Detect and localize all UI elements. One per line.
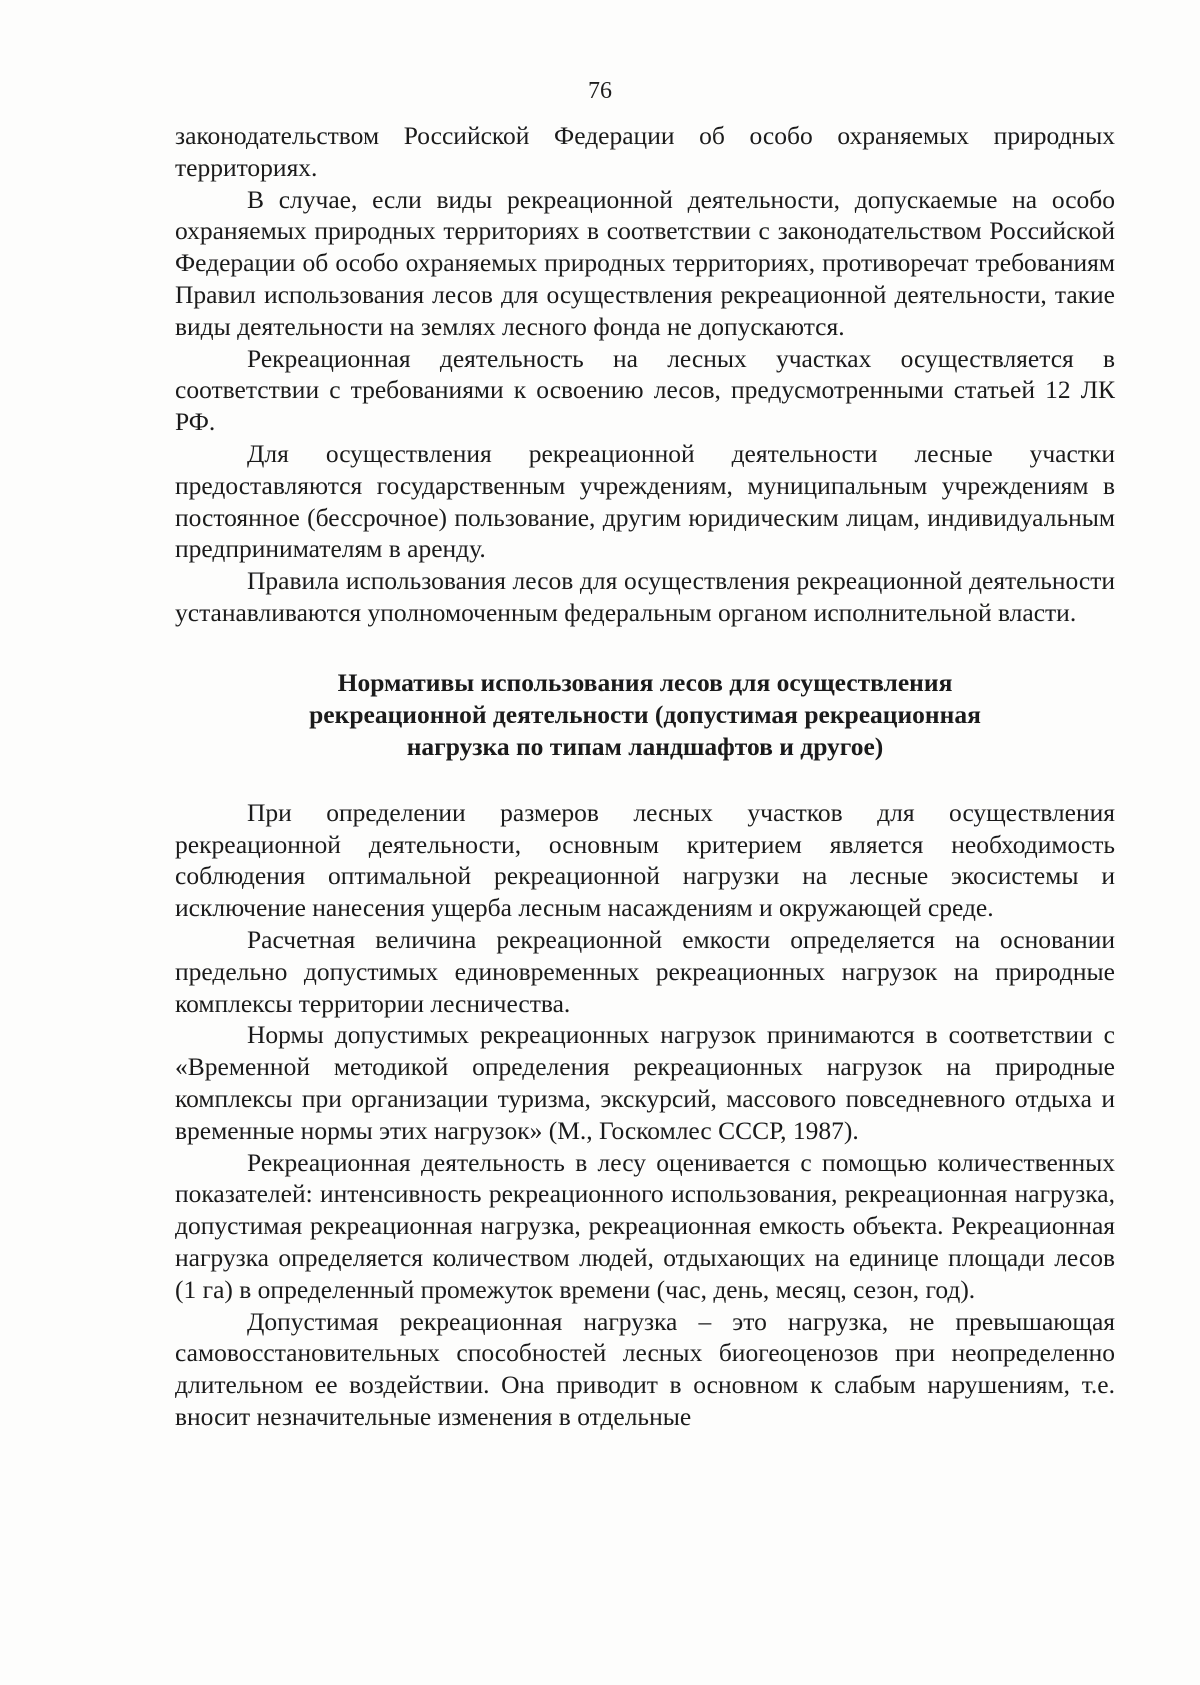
- paragraph: Для осуществления рекреационной деятельности лесные участки предоставляются государственным учреждениям, муниципальным учреждениям в постоянное (бессрочное) пользование, другим юридическим лицам, индивидуальным предпринимателям в аренду.: [175, 438, 1115, 564]
- section-heading-line: нагрузка по типам ландшафтов и другое): [406, 731, 884, 761]
- paragraph: При определении размеров лесных участков для осуществления рекреационной деятельности, основным критерием является необходимость соблюдения оптимальной рекреационной нагрузки на лесные экосистемы и исключение нанесения ущерба лесным насаждениям и окружающей среде.: [175, 797, 1115, 923]
- page-number: 76: [588, 78, 612, 104]
- document-body: [175, 120, 1115, 1433]
- paragraph: Правила использования лесов для осуществления рекреационной деятельности устанавливаются уполномоченным федеральным органом исполнительной власти.: [175, 566, 1115, 627]
- paragraph: Рекреационная деятельность в лесу оценивается с помощью количественных показателей: интенсивность рекреационного использования, рекреационная нагрузка, допустимая рекреационная нагрузка, рекреационная емкость объекта. Рекреационная нагрузка определяется количеством людей, отдыхающих на единице площади лесов (1 га) в определенный промежуток времени (час, день, месяц, сезон, год).: [175, 1147, 1115, 1304]
- paragraph: Расчетная величина рекреационной емкости определяется на основании предельно допустимых единовременных рекреационных нагрузок на природные комплексы территории лесничества.: [175, 924, 1115, 1018]
- paragraph: Рекреационная деятельность на лесных участках осуществляется в соответствии с требованиями к освоению лесов, предусмотренными статьей 12 ЛК РФ.: [175, 343, 1115, 437]
- section-heading-line: рекреационной деятельности (допустимая рекреационная: [309, 699, 981, 729]
- paragraph: В случае, если виды рекреационной деятельности, допускаемые на особо охраняемых природных территориях в соответствии с законодательством Российской Федерации об особо охраняемых природных территориях, противоречат требованиям Правил использования лесов для осуществления рекреационной деятельности, такие виды деятельности на землях лесного фонда не допускаются.: [175, 184, 1115, 341]
- section-heading-line: Нормативы использования лесов для осуществления: [337, 667, 953, 697]
- section-heading: [175, 667, 1115, 763]
- paragraph: Нормы допустимых рекреационных нагрузок принимаются в соответствии с «Временной методикой определения рекреационных нагрузок на природные комплексы при организации туризма, экскурсий, массового повседневного отдыха и временные нормы этих нагрузок» (М., Госкомлес СССР, 1987).: [175, 1020, 1115, 1145]
- paragraph-continuation: законодательством Российской Федерации об особо охраняемых природных территориях.: [175, 121, 1115, 182]
- paragraph-truncated: Допустимая рекреационная нагрузка – это нагрузка, не превышающая самовосстановительных способностей лесных биогеоценозов при неопределенно длительном ее воздействии. Она приводит в основном к слабым нарушениям, т.е. вносит незначительные изменения в отдельные: [175, 1306, 1115, 1431]
